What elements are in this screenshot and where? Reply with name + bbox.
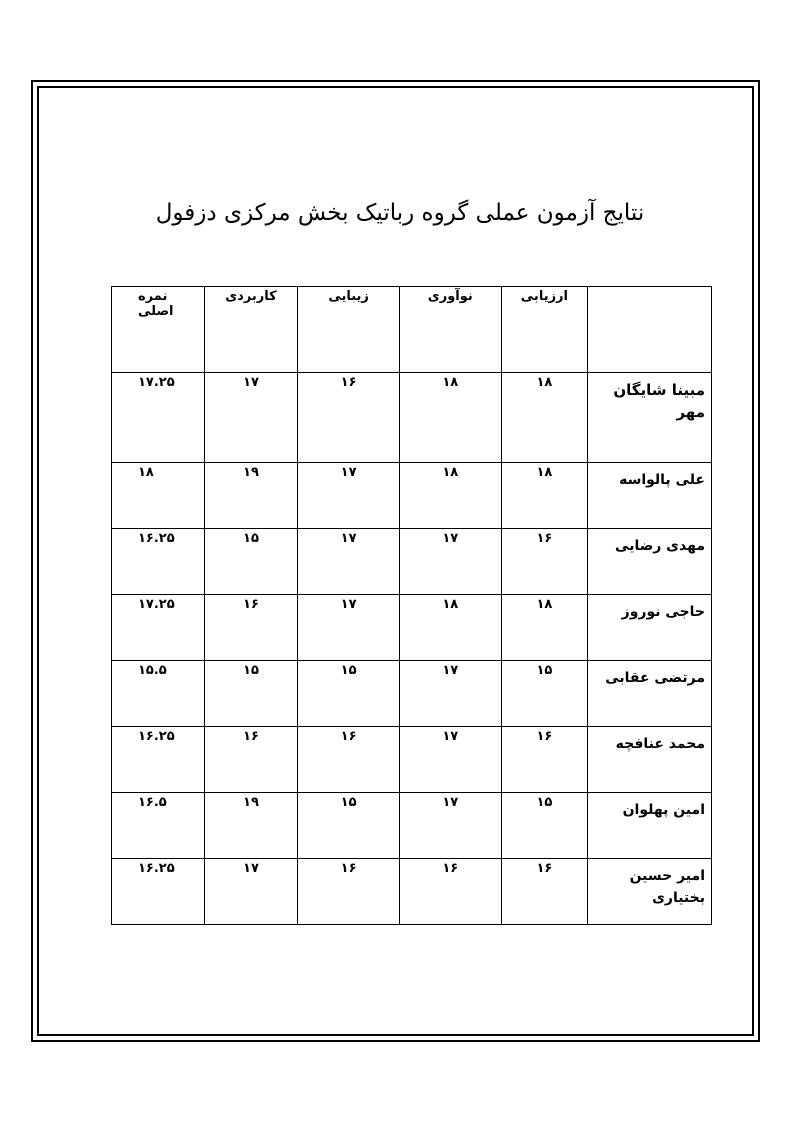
student-name: علی پالواسه — [588, 463, 712, 529]
student-name: مرتضی عقابی — [588, 661, 712, 727]
score-evaluation: ۱۵ — [501, 661, 588, 727]
score-evaluation: ۱۵ — [501, 793, 588, 859]
score-innovation: ۱۷ — [399, 727, 501, 793]
student-name: محمد عنافچه — [588, 727, 712, 793]
score-beauty: ۱۵ — [298, 661, 400, 727]
score-final: ۱۸ — [112, 463, 205, 529]
header-name — [588, 287, 712, 373]
score-practical: ۱۵ — [204, 661, 298, 727]
student-name: امیر حسین بختیاری — [588, 859, 712, 925]
student-name: مهدی رضایی — [588, 529, 712, 595]
score-beauty: ۱۶ — [298, 373, 400, 463]
header-final: نمره اصلی — [112, 287, 205, 373]
student-name: امین پهلوان — [588, 793, 712, 859]
score-practical: ۱۶ — [204, 727, 298, 793]
score-final: ۱۷.۲۵ — [112, 373, 205, 463]
score-evaluation: ۱۸ — [501, 595, 588, 661]
header-innovation: نوآوری — [399, 287, 501, 373]
score-practical: ۱۷ — [204, 373, 298, 463]
score-final: ۱۶.۲۵ — [112, 859, 205, 925]
score-innovation: ۱۷ — [399, 529, 501, 595]
table-row — [112, 595, 712, 661]
score-practical: ۱۹ — [204, 793, 298, 859]
header-evaluation: ارزیابی — [501, 287, 588, 373]
table-row — [112, 373, 712, 463]
score-beauty: ۱۶ — [298, 727, 400, 793]
score-evaluation: ۱۶ — [501, 859, 588, 925]
table-row — [112, 859, 712, 925]
table-row — [112, 793, 712, 859]
score-evaluation: ۱۸ — [501, 373, 588, 463]
score-innovation: ۱۷ — [399, 661, 501, 727]
score-final: ۱۶.۵ — [112, 793, 205, 859]
table-row — [112, 463, 712, 529]
score-final: ۱۵.۵ — [112, 661, 205, 727]
score-beauty: ۱۶ — [298, 859, 400, 925]
table-row — [112, 727, 712, 793]
score-innovation: ۱۷ — [399, 793, 501, 859]
score-final: ۱۶.۲۵ — [112, 529, 205, 595]
score-innovation: ۱۸ — [399, 463, 501, 529]
score-practical: ۱۶ — [204, 595, 298, 661]
score-beauty: ۱۵ — [298, 793, 400, 859]
score-practical: ۱۹ — [204, 463, 298, 529]
results-table — [111, 286, 712, 925]
score-final: ۱۷.۲۵ — [112, 595, 205, 661]
score-practical: ۱۵ — [204, 529, 298, 595]
score-beauty: ۱۷ — [298, 595, 400, 661]
score-practical: ۱۷ — [204, 859, 298, 925]
score-evaluation: ۱۶ — [501, 727, 588, 793]
score-final: ۱۶.۲۵ — [112, 727, 205, 793]
page-title: نتایج آزمون عملی گروه رباتیک بخش مرکزی دزفول — [155, 200, 645, 226]
score-evaluation: ۱۶ — [501, 529, 588, 595]
student-name: مبینا شایگان مهر — [588, 373, 712, 463]
score-innovation: ۱۶ — [399, 859, 501, 925]
student-name: حاجی نوروز — [588, 595, 712, 661]
score-beauty: ۱۷ — [298, 529, 400, 595]
score-evaluation: ۱۸ — [501, 463, 588, 529]
score-innovation: ۱۸ — [399, 595, 501, 661]
table-row — [112, 661, 712, 727]
score-innovation: ۱۸ — [399, 373, 501, 463]
table-header-row — [112, 287, 712, 373]
header-practical: کاربردی — [204, 287, 298, 373]
header-beauty: زیبایی — [298, 287, 400, 373]
table-row — [112, 529, 712, 595]
score-beauty: ۱۷ — [298, 463, 400, 529]
